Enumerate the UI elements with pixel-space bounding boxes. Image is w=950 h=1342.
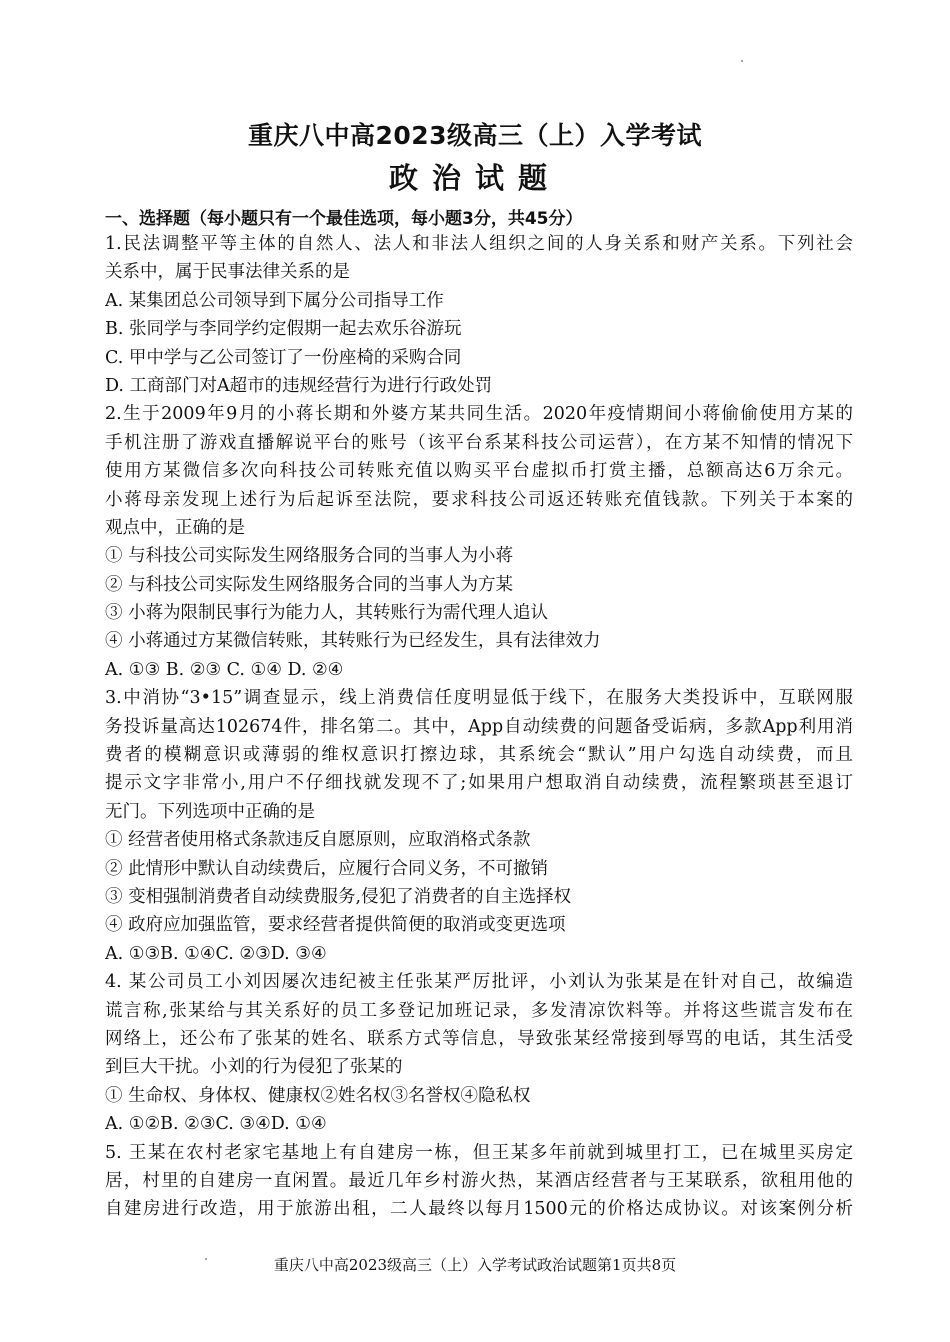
text-line: 4. 某公司员工小刘因屡次违纪被主任张某严厉批评，小刘认为张某是在针对自己，故编造	[105, 972, 853, 993]
text-line: B. 张同学与李同学约定假期一起去欢乐谷游玩	[105, 319, 462, 340]
text-line: 3.中消协“3•15”调查显示，线上消费信任度明显低于线下，在服务大类投诉中，互联网服	[105, 688, 853, 709]
text-line: ③ 小蒋为限制民事行为能力人，其转账行为需代理人追认	[105, 603, 549, 624]
exam-title: 重庆八中高2023级高三（上）入学考试	[247, 121, 703, 150]
text-line: ① 与科技公司实际发生网络服务合同的当事人为小蒋	[105, 546, 514, 567]
exam-subtitle: 政治试题	[388, 161, 561, 195]
scan-speck	[741, 60, 743, 62]
text-line: ③ 变相强制消费者自动续费服务,侵犯了消费者的自主选择权	[105, 886, 572, 907]
text-line: ② 此情形中默认自动续费后，应履行合同义务，不可撤销	[105, 858, 549, 879]
text-line: 提示文字非常小,用户不仔细找就发现不了;如果用户想取消自动续费，流程繁琐甚至退订	[105, 773, 853, 794]
text-line: 谎言称,张某给与其关系好的员工多登记加班记录，多发清凉饮料等。并将这些谎言发布在	[105, 1000, 853, 1021]
text-line: A. ①③ B. ②③ C. ①④ D. ②④	[105, 659, 344, 680]
text-line: A. ①②B. ②③C. ③④D. ①④	[105, 1114, 327, 1135]
text-line: A. 某集团总公司领导到下属分公司指导工作	[105, 290, 444, 311]
text-line: 网络上，还公布了张某的姓名、联系方式等信息，导致张某经常接到辱骂的电话，其生活受	[105, 1028, 853, 1049]
text-line: 居，村里的自建房一直闲置。最近几年乡村游火热，某酒店经营者与王某联系，欲租用他的	[105, 1170, 853, 1191]
text-line: 无门。下列选项中正确的是	[105, 801, 315, 822]
text-line: 自建房进行改造，用于旅游出租，二人最终以每月1500元的价格达成协议。对该案例分析	[105, 1199, 853, 1220]
text-line: 关系中，属于民事法律关系的是	[105, 262, 350, 283]
text-line: D. 工商部门对A超市的违规经营行为进行行政处罚	[105, 375, 493, 396]
text-line: 使用方某微信多次向科技公司转账充值以购买平台虚拟币打赏主播，总额高达6万余元。	[105, 461, 853, 482]
text-line: 2.生于2009年9月的小蒋长期和外婆方某共同生活。2020年疫情期间小蒋偷偷使用方某的	[105, 404, 853, 425]
text-line: 小蒋母亲发现上述行为后起诉至法院，要求科技公司返还转账充值钱款。下列关于本案的	[105, 489, 853, 510]
text-line: A. ①③B. ①④C. ②③D. ③④	[105, 943, 327, 964]
section-heading: 一、选择题（每小题只有一个最佳选项，每小题3分，共45分）	[105, 209, 583, 229]
page-footer: 重庆八中高2023级高三（上）入学考试政治试题第1页共8页	[273, 1256, 677, 1274]
text-line: C. 甲中学与乙公司签订了一份座椅的采购合同	[105, 347, 462, 368]
text-line: 5. 王某在农村老家宅基地上有自建房一栋，但王某多年前就到城里打工，已在城里买房定	[105, 1142, 853, 1163]
text-line: ① 生命权、身体权、健康权②姓名权③名誉权④隐私权	[105, 1085, 531, 1106]
text-line: ④ 小蒋通过方某微信转账，其转账行为已经发生，具有法律效力	[105, 631, 601, 652]
text-line: 手机注册了游戏直播解说平台的账号（该平台系某科技公司运营），在方某不知情的情况下	[105, 432, 853, 453]
question-body	[105, 230, 853, 1224]
text-line: 到巨大干扰。小刘的行为侵犯了张某的	[105, 1057, 403, 1078]
text-line: ② 与科技公司实际发生网络服务合同的当事人为方某	[105, 574, 514, 595]
text-line: ① 经营者使用格式条款违反自愿原则，应取消格式条款	[105, 830, 531, 851]
text-line: ④ 政府应加强监管，要求经营者提供简便的取消或变更选项	[105, 915, 566, 936]
text-line: 观点中，正确的是	[105, 517, 245, 538]
text-line: 费者的模糊意识或薄弱的维权意识打擦边球，其系统会“默认”用户勾选自动续费，而且	[105, 745, 853, 766]
text-line: 务投诉量高达102674件，排名第二。其中，App自动续费的问题备受诟病，多款App利用消	[105, 716, 853, 737]
text-line: 1.民法调整平等主体的自然人、法人和非法人组织之间的人身关系和财产关系。下列社会	[105, 234, 853, 254]
